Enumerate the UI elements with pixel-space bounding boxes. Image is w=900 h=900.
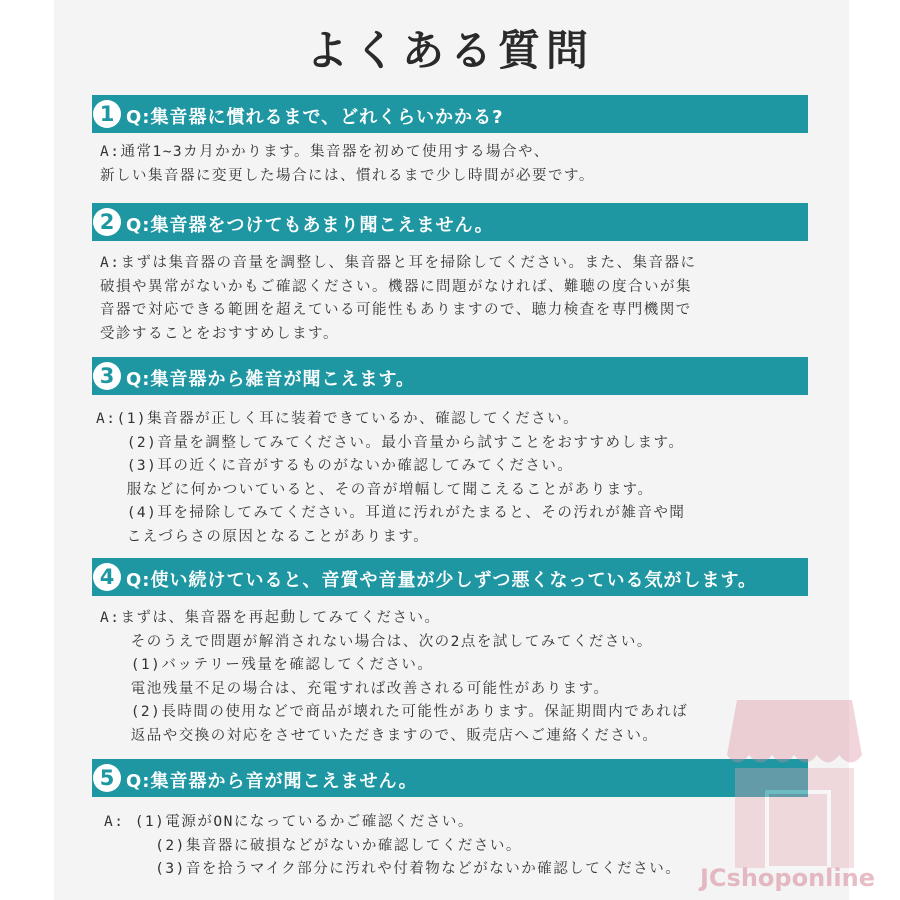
question-number-4: 4	[93, 563, 121, 591]
page-title: よくある質問	[305, 26, 594, 75]
question-number-5: 5	[93, 764, 121, 792]
answer-text-3: A:(1)集音器が正しく耳に装着できているか、確認してください。 (2)音量を調整してみてください。最小音量から試すことをおすすめします。 (3)耳の近くに音がするものがないか確認してみてください。 服などに何かついていると、その音が増幅して聞こえることがあります。 (4)耳を掃除してみてください。耳道に汚れがたまると、その汚れが雑音や聞 こえづらさの原因となることがあります。	[96, 411, 686, 545]
watermark-text: JCshoponline	[700, 864, 875, 892]
question-text-4: Q:使い続けていると、音質や音量が少しずつ悪くなっている気がします。	[126, 570, 758, 591]
question-text-2: Q:集音器をつけてもあまり聞こえません。	[126, 215, 494, 236]
question-text-3: Q:集音器から雑音が聞こえます。	[126, 369, 416, 390]
answer-text-1: A:通常1~3カ月かかります。集音器を初めて使用する場合や、 新しい集音器に変更した場合には、慣れるまで少し時間が必要です。	[100, 144, 595, 184]
question-number-1: 1	[93, 100, 121, 128]
question-text-5: Q:集音器から音が聞こえません。	[126, 771, 418, 792]
answer-text-5: A: (1)電源がONになっているかご確認ください。 (2)集音器に破損などがないか確認してください。 (3)音を拾うマイク部分に汚れや付着物などがないか確認してください。	[104, 814, 682, 877]
answer-text-4: A:まずは、集音器を再起動してみてください。 そのうえで問題が解消されない場合は、次の2点を試してみてください。 (1)バッテリー残量を確認してください。 電池残量不足の場合は、充電すれば改善される可能性があります。 (2)長時間の使用などで商品が壊れた可能性があります。保証期間内であれば 返品や交換の対応をさせていただきますので、販売店へご連絡ください。	[100, 610, 689, 744]
question-text-1: Q:集音器に慣れるまで、どれくらいかかる?	[126, 107, 504, 128]
shop-logo-icon	[727, 700, 862, 875]
question-number-2: 2	[93, 208, 121, 236]
question-number-3: 3	[93, 362, 121, 390]
answer-text-2: A:まずは集音器の音量を調整し、集音器と耳を掃除してください。また、集音器に 破損や異常がないかもご確認ください。機器に問題がなければ、難聴の度合いが集 音器で対応できる範囲を超えている可能性もありますので、聴力検査を専門機関で 受診することをおすすめします。	[100, 255, 697, 342]
